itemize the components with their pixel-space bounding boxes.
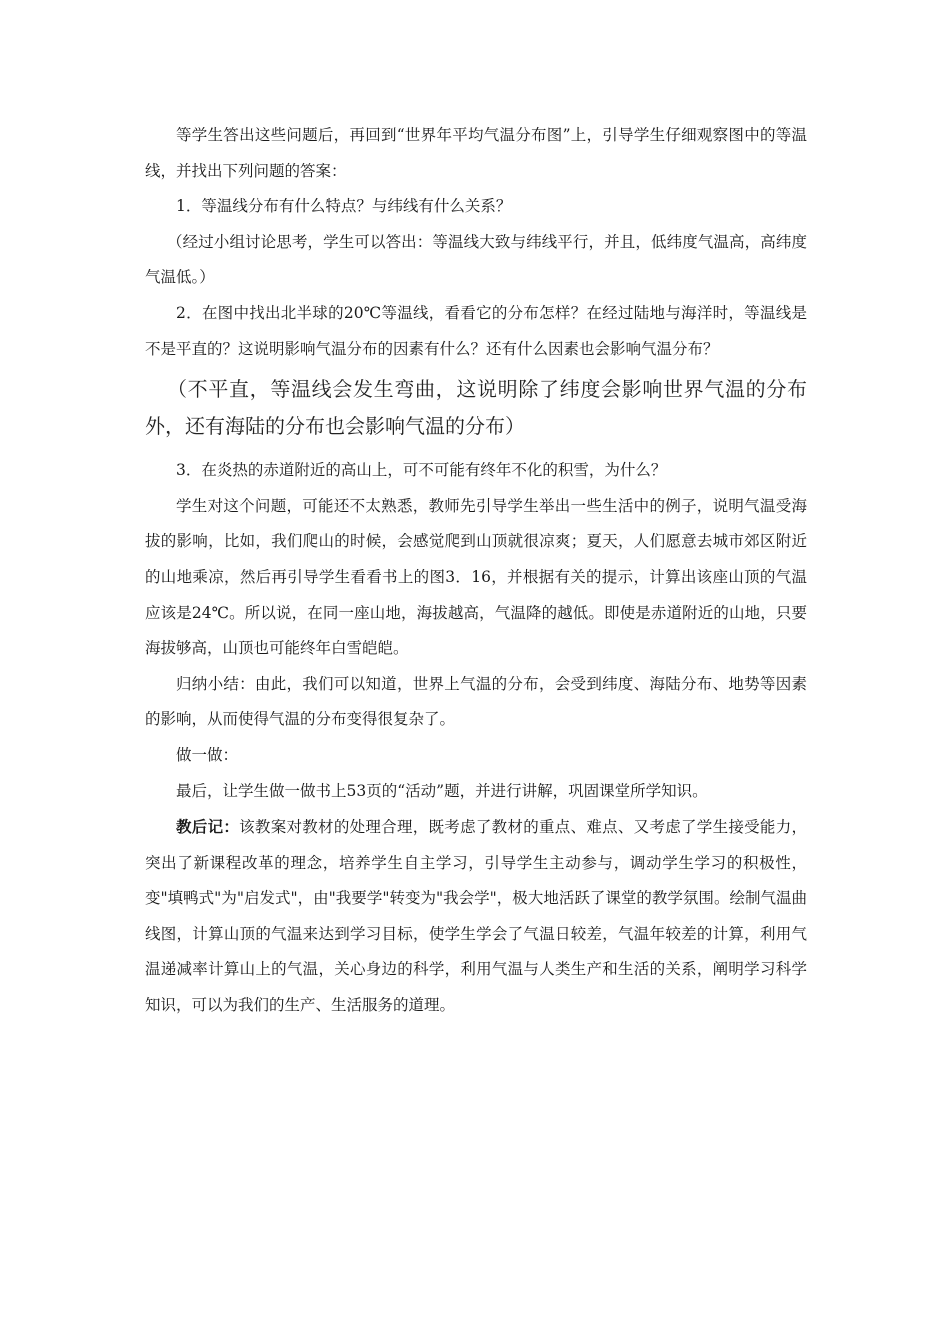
reflection-paragraph (145, 809, 807, 1024)
answer-3: 学生对这个问题，可能还不太熟悉，教师先引导学生举出一些生活中的例子，说明气温受海拔的影响，比如，我们爬山的时候，会感觉爬到山顶就很凉爽；夏天，人们愿意去城市郊区附近的山地乘凉，然后再引导学生看看书上的图3．16，并根据有关的提示，计算出该座山顶的气温应该是24℃。所以说，在同一座山地，海拔越高，气温降的越低。即使是赤道附近的山地，只要海拔够高，山顶也可能终年白雪皑皑。 (145, 496, 807, 658)
document-body (145, 118, 807, 1024)
answer-2-highlight: （不平直，等温线会发生弯曲，这说明除了纬度会影响世界气温的分布外，还有海陆的分布也会影响气温的分布） (145, 377, 807, 439)
activity-heading: 做一做： (176, 745, 239, 764)
question-2: 2．在图中找出北半球的20℃等温线，看看它的分布怎样？在经过陆地与海洋时，等温线是不是平直的？这说明影响气温分布的因素有什么？还有什么因素也会影响气温分布？ (145, 303, 807, 358)
question-3: 3．在炎热的赤道附近的高山上，可不可能有终年不化的积雪，为什么？ (176, 461, 667, 480)
answer-1: （经过小组讨论思考，学生可以答出：等温线大致与纬线平行，并且，低纬度气温高，高纬度气温低。） (145, 232, 807, 287)
question-1: 1．等温线分布有什么特点？与纬线有什么关系？ (176, 197, 512, 216)
reflection-text: 该教案对教材的处理合理，既考虑了教材的重点、难点、又考虑了学生接受能力，突出了新课程改革的理念，培养学生自主学习，引导学生主动参与，调动学生学习的积极性，变"填鸭式"为"启发式"，由"我要学"转变为"我会学"，极大地活跃了课堂的教学氛围。绘制气温曲线图，计算山顶的气温来达到学习目标，使学生学会了气温日较差，气温年较差的计算，利用气温递减率计算山上的气温，关心身边的科学，利用气温与人类生产和生活的关系，阐明学习科学知识，可以为我们的生产、生活服务的道理。 (145, 818, 807, 1015)
reflection-label: 教后记： (176, 817, 240, 837)
summary-paragraph: 归纳小结：由此，我们可以知道，世界上气温的分布，会受到纬度、海陆分布、地势等因素的影响，从而使得气温的分布变得很复杂了。 (145, 674, 807, 729)
intro-paragraph: 等学生答出这些问题后，再回到“世界年平均气温分布图”上，引导学生仔细观察图中的等温线，并找出下列问题的答案： (145, 126, 807, 180)
activity-paragraph: 最后，让学生做一做书上53页的“活动”题，并进行讲解，巩固课堂所学知识。 (176, 781, 708, 800)
